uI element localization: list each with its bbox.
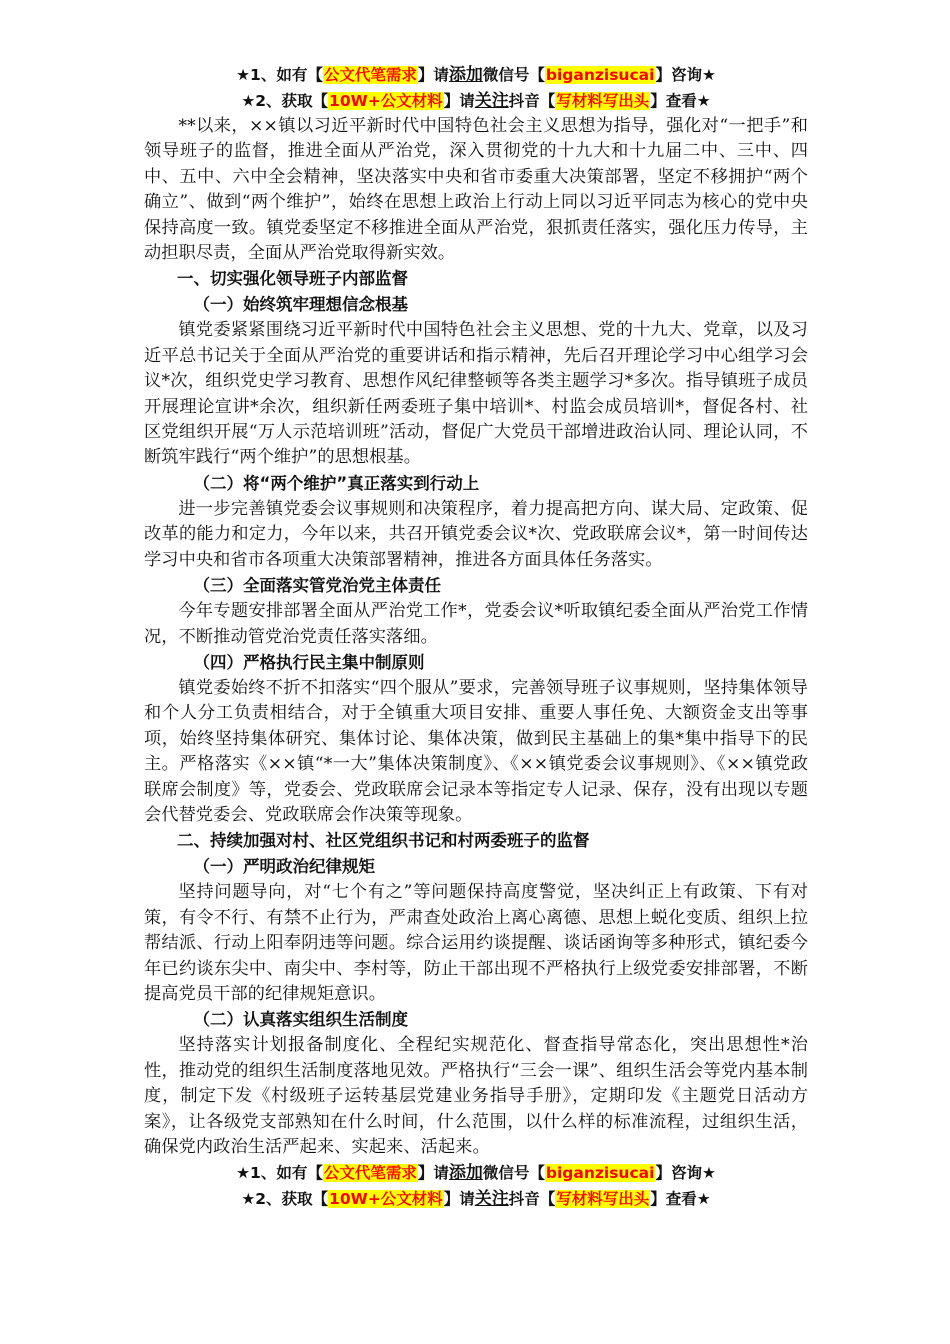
section-1-sub-1-paragraph: 镇党委紧紧围绕习近平新时代中国特色社会主义思想、党的十九大、党章，以及习近平总书记关于全面从严治党的重要讲话和指示精神，先后召开理论学习中心组学习会议*次，组织党史学习教育、思想作风纪律整顿等各类主题学习*多次。指导镇班子成员开展理论宣讲*余次，组织新任两委班子集中培训*、村监会成员培训*，督促各村、社区党组织开展“万人示范培训班”活动，督促广大党员干部增进政治认同、理论认同，不断筑牢践行“两个维护”的思想根基。 <box>144 320 808 468</box>
ad-line-2 <box>144 88 808 114</box>
ad-emphasis: 添加 <box>448 65 483 85</box>
ad-highlight: 公文代笔需求 <box>323 66 417 84</box>
ad-emphasis: 关注 <box>474 91 509 111</box>
section-2-heading: 二、持续加强对村、社区党组织书记和村两委班子的监督 <box>177 831 590 851</box>
ad-text: 】查看★ <box>650 1190 711 1209</box>
ad-highlight: 公文代笔需求 <box>323 1164 417 1183</box>
ad-highlight: biganzisucai <box>545 1164 655 1183</box>
ad-text: 抖音【 <box>508 92 556 110</box>
ad-text: 】咨询★ <box>655 1164 716 1183</box>
ad-text: ★1、如有【 <box>236 1164 323 1183</box>
section-2-sub-1-heading: （一）严明政治纪律规矩 <box>193 857 375 877</box>
section-2-sub-2-paragraph: 坚持落实计划报备制度化、全程纪实规范化、督查指导常态化，突出思想性*治性，推动党的组织生活制度落地见效。严格执行“三会一课”、组织生活会等党内基本制度，制定下发《村级班子运转基层党建业务指导手册》，定期印发《主题党日活动方案》，让各级党支部熟知在什么时间，什么范围，以什么样的标准流程，过组织生活，确保党内政治生活严起来、实起来、活起来。 <box>144 1035 808 1157</box>
section-1-sub-3-paragraph: 今年专题安排部署全面从严治党工作*，党委会议*听取镇纪委全面从严治党工作情况，不断推动管党治党责任落实落细。 <box>144 601 808 647</box>
ad-highlight: 写材料写出头 <box>556 92 650 110</box>
section-1-sub-2-paragraph: 进一步完善镇党委会议事规则和决策程序，着力提高把方向、谋大局、定政策、促改革的能力和定力，今年以来，共召开镇党委会议*次、党政联席会议*，第一时间传达学习中央和省市各项重大决策部署精神，推进各方面具体任务落实。 <box>144 498 808 570</box>
ad-text: 抖音【 <box>508 1190 556 1209</box>
ad-text: 】请 <box>417 66 449 84</box>
ad-line-1-bottom <box>144 1160 808 1186</box>
ad-highlight: 10W+公文材料 <box>329 92 443 110</box>
intro-paragraph: **以来，××镇以习近平新时代中国特色社会主义思想为指导，强化对“一把手”和领导班子的监督，推进全面从严治党，深入贯彻党的十九大和十九届二中、三中、四中、五中、六中全会精神，坚决落实中央和省市委重大决策部署，坚定不移拥护“两个确立”、做到“两个维护”，始终在思想上政治上行动上同以习近平同志为核心的党中央保持高度一致。镇党委坚定不移推进全面从严治党，狠抓责任落实，强化压力传导，主动担职尽责，全面从严治党取得新实效。 <box>144 116 808 264</box>
section-1-heading: 一、切实强化领导班子内部监督 <box>177 269 408 289</box>
ad-text: 微信号【 <box>482 1164 545 1183</box>
section-2-sub-1-paragraph: 坚持问题导向，对“七个有之”等问题保持高度警觉，坚决纠正上有政策、下有对策，有令不行、有禁不止行为，严肃查处政治上离心离德、思想上蜕化变质、组织上拉帮结派、行动上阳奉阴违等问题。综合运用约谈提醒、谈话函询等多种形式，镇纪委今年已约谈东尖中、南尖中、李村等，防止干部出现不严格执行上级党委安排部署，不断提高党员干部的纪律规矩意识。 <box>144 882 808 1004</box>
ad-line-1 <box>144 62 808 88</box>
section-1-sub-4-heading: （四）严格执行民主集中制原则 <box>193 652 425 672</box>
ad-highlight: 写材料写出头 <box>556 1190 650 1209</box>
section-1-sub-2-heading: （二）将“两个维护”真正落实到行动上 <box>193 473 480 493</box>
section-2-sub-2-heading: （二）认真落实组织生活制度 <box>193 1010 408 1030</box>
ad-text: 】请 <box>443 1190 475 1209</box>
ad-text: ★2、获取【 <box>241 92 329 110</box>
ad-text: 】咨询★ <box>655 66 716 84</box>
ad-text: 】查看★ <box>650 92 711 110</box>
section-1-sub-3-heading: （三）全面落实管党治党主体责任 <box>193 576 441 596</box>
section-1-sub-4-paragraph: 镇党委始终不折不扣落实“四个服从”要求，完善领导班子议事规则，坚持集体领导和个人分工负责相结合，对于全镇重大项目安排、重要人事任免、大额资金支出等事项，始终坚持集体研究、集体讨论、集体决策，做到民主基础上的集*集中指导下的民主。严格落实《××镇“*一大”集体决策制度》、《××镇党委会议事规则》、《××镇党政联席会制度》等，党委会、党政联席会记录本等指定专人记录、保存，没有出现以专题会代替党委会、党政联席会作决策等现象。 <box>144 677 808 825</box>
ad-text: 】请 <box>417 1164 449 1183</box>
ad-text: ★2、获取【 <box>241 1190 329 1209</box>
ad-text: 】请 <box>443 92 475 110</box>
document-page <box>144 62 808 1212</box>
ad-emphasis: 关注 <box>474 1189 509 1210</box>
ad-text: 微信号【 <box>482 66 545 84</box>
ad-line-2-bottom <box>144 1186 808 1212</box>
ad-emphasis: 添加 <box>448 1163 483 1184</box>
ad-highlight: 10W+公文材料 <box>329 1190 443 1209</box>
ad-highlight: biganzisucai <box>545 66 655 84</box>
section-1-sub-1-heading: （一）始终筑牢理想信念根基 <box>193 295 408 315</box>
ad-text: ★1、如有【 <box>236 66 323 84</box>
